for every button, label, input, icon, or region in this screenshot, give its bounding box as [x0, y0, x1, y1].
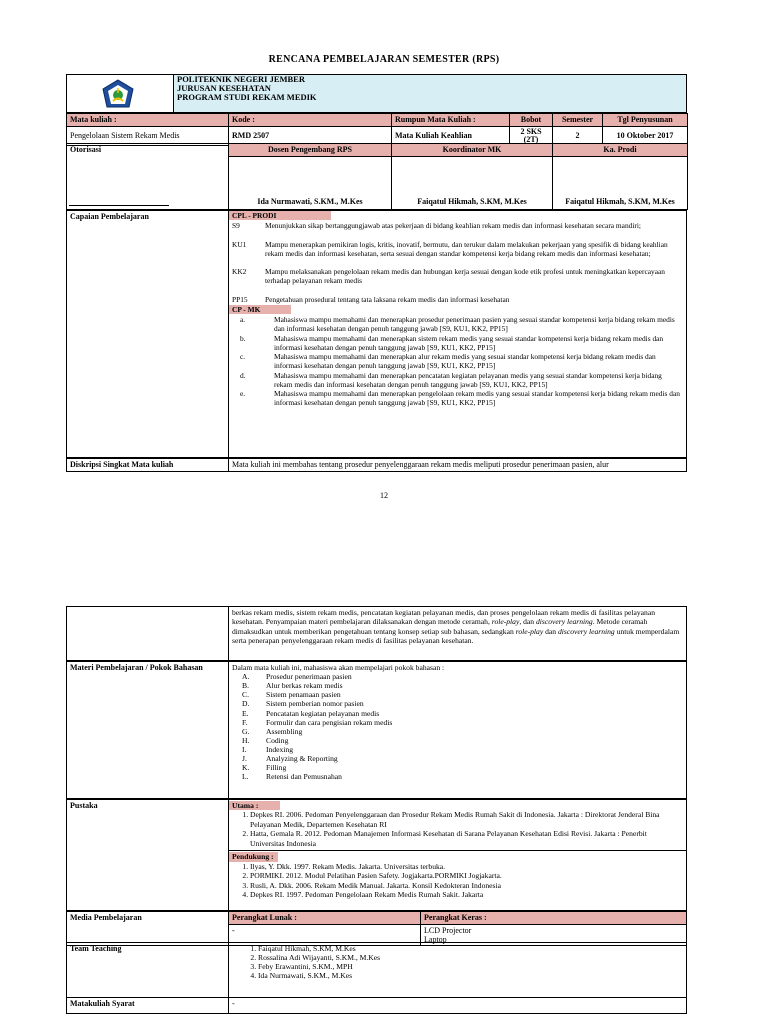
team-member: 2. Rossalina Adi Wijayanti, S.KM., M.Kes	[258, 953, 683, 962]
kaprodi-name: Faiqatul Hikmah, S.KM, M.Kes	[565, 197, 675, 207]
kaprodi-signature	[553, 156, 688, 209]
dosen-name: Ida Nurmawati, S.KM., M.Kes	[257, 197, 363, 207]
cpmk-item	[232, 371, 680, 390]
deskripsi-text-p1: Mata kuliah ini membahas tentang prosedur penyelenggaraan rekam medis meliputi prosedur penerimaan pasien, alur	[229, 459, 687, 472]
team-label: Team Teaching	[67, 943, 229, 998]
deskripsi-table-p1	[66, 458, 687, 472]
materi-item	[232, 699, 683, 708]
materi-text: Coding	[266, 735, 289, 745]
cpmk-text: Mahasiswa mampu memahami dan menerapkan sistem rekam medis yang sesuai standar kompetensi kerja bidang rekam medis dan informasi kesehatan dengan penuh tanggung jawab [S9, KU1, KK2, PP15]	[274, 333, 664, 352]
materi-text: Alur berkas rekam medis	[266, 681, 343, 691]
capaian-table	[66, 210, 687, 458]
kode-header: Kode :	[229, 114, 392, 127]
keras-header: Perangkat Keras :	[421, 912, 687, 925]
cpl-text: Mampu menerapkan pemikiran logis, kritis, inovatif, bermutu, dan terukur dalam melakukan pekerjaan yang spesifik di bidang keahlian rekam medis dan informasi kesehatan, serta sesuai dengan standar kompetensi kerja bidang rekam medis dan informasi kesehatan;	[265, 239, 668, 258]
cpl-code: KK2	[232, 267, 247, 276]
cpmk-text: Mahasiswa mampu memahami dan menerapkan prosedur penerimaan pasien yang sesuai standar kompetensi kerja bidang rekam medis dan informasi kesehatan dengan penuh tanggung jawab [S9, KU1, KK2, PP15]	[274, 315, 675, 334]
syarat-value: -	[229, 998, 687, 1014]
keras-item: Laptop	[424, 934, 447, 944]
course-date: 10 Oktober 2017	[603, 126, 688, 145]
page-number: 12	[380, 491, 388, 500]
materi-letter: A.	[242, 672, 250, 682]
pustaka-utama	[229, 800, 686, 850]
pendukung-ref: 2. PORMIKI. 2012. Modul Pelatihan Pasien Safety. Jogjakarta.PORMIKI Jogjakarta.	[250, 871, 683, 880]
materi-item	[232, 772, 683, 781]
institution-names	[174, 75, 687, 113]
materi-letter: J.	[242, 754, 247, 764]
materi-letter: K.	[242, 763, 250, 773]
course-semester: 2	[553, 126, 603, 145]
materi-text: Retensi dan Pemusnahan	[266, 772, 342, 782]
syarat-label: Matakuliah Syarat	[67, 998, 229, 1014]
pustaka-content	[229, 800, 687, 911]
otorisasi-label: Otorisasi	[67, 144, 229, 210]
cpl-item	[232, 240, 680, 259]
bobot-header: Bobot	[510, 114, 553, 127]
lunak-value: -	[229, 924, 421, 945]
pendukung-ref: 3. Rusli, A. Dkk. 2006. Rekam Medik Manual. Jakarta. Konsil Kedokteran Indonesia	[250, 881, 683, 890]
cpmk-item	[232, 352, 680, 371]
materi-text: Sistem pemberian nomor pasien	[266, 699, 364, 709]
pustaka-label: Pustaka	[67, 800, 229, 911]
materi-item	[232, 709, 683, 718]
roleplay-term: role-play	[491, 617, 520, 627]
institution-line-2: JURUSAN KESEHATAN	[177, 82, 271, 93]
pustaka-table	[66, 799, 687, 911]
utama-ref: 1. Depkes RI. 2006. Pedoman Penyelenggaraan dan Prosedur Rekam Medis Rumah Sakit di Indonesia. Jakarta : Direktorat Jenderal Bina Pelayanan Medik, Departemen Kesehatan RI	[250, 810, 683, 829]
cpl-code: S9	[232, 221, 240, 231]
logo-cell	[67, 75, 174, 113]
deskripsi-continuation: berkas rekam medis, sistem rekam medis, pencatatan kegiatan pelayanan medis, dan proses pengelolaan rekam medis di fasilitas pelayanan kesehatan. Penyampaian materi pembelajaran dilaksanakan dengan metode ceramah, role-play, dan discovery learning. Metode ceramah dimaksudkan untuk memberikan pengetahuan tentang konsep setiap sub bahasan, sedangkan role-play dan discovery learning untuk memperdalam serta penerapan penyelenggaraan rekam medis di fasilitas pelayanan kesehatan.	[229, 607, 687, 661]
course-info-table	[66, 113, 687, 143]
cpl-text: Menunjukkan sikap bertanggungjawab atas pekerjaan di bidang keahlian rekam medis dan informasi kesehatan secara mandiri;	[265, 221, 641, 231]
materi-content	[229, 662, 687, 799]
materi-text: Assembling	[266, 726, 303, 736]
materi-item	[232, 690, 683, 699]
course-bobot: 2 SKS (2T)	[510, 126, 553, 145]
cpmk-item	[232, 389, 680, 408]
materi-letter: L.	[242, 772, 249, 782]
team-table	[66, 942, 687, 1014]
utama-ref: 2. Hatta, Gemala R. 2012. Pedoman Manajemen Informasi Kesehatan di Sarana Pelayanan Kesehatan Edisi Revisi. Jakarta : Penerbit Universitas Indonesia	[250, 829, 683, 848]
cpmk-letter: e.	[240, 389, 246, 398]
cpmk-text: Mahasiswa mampu memahami dan menerapkan pencatatan kegiatan pelayanan medis yang sesuai standar kompetensi kerja bidang rekam medis dan informasi kesehatan dengan penuh tanggung jawab [S9, KU1, KK2, PP15]	[274, 370, 662, 389]
cpl-item	[232, 221, 680, 230]
institution-line-1: POLITEKNIK NEGERI JEMBER	[177, 74, 305, 84]
cpl-heading: CPL - PRODI	[229, 211, 331, 220]
cpmk-item	[232, 334, 680, 353]
deskripsi-label: Diskripsi Singkat Mata kuliah	[67, 459, 229, 472]
cpl-text: Pengetahuan prosedural tentang tata laksana rekam medis dan informasi kesehatan	[265, 294, 510, 304]
lunak-header: Perangkat Lunak :	[229, 912, 421, 925]
materi-item	[232, 736, 683, 745]
materi-item	[232, 745, 683, 754]
materi-letter: B.	[242, 681, 249, 691]
cpl-code: PP15	[232, 294, 248, 304]
course-name: Pengelolaan Sistem Rekam Medis	[67, 126, 229, 145]
materi-letter: I.	[242, 744, 247, 754]
dosen-header: Dosen Pengembang RPS	[229, 144, 392, 157]
team-member: 3. Feby Erawantini, S.KM., MPH	[258, 962, 683, 971]
cpl-code: KU1	[232, 239, 247, 249]
materi-letter: F.	[242, 717, 248, 727]
polije-logo-icon	[101, 79, 173, 110]
institution-header	[66, 74, 687, 113]
cpmk-letter: c.	[240, 352, 246, 361]
capaian-label: Capaian Pembelajaran	[67, 211, 229, 458]
pendukung-ref: 1. Ilyas, Y. Dkk. 1997. Rekam Medis. Jakarta. Universitas terbuka.	[250, 862, 683, 871]
cpl-text: Mampu melaksanakan pengelolaan rekam medis dan hubungan kerja sesuai dengan kode etik profesi untuk meningkatkan kepercayaan terhadap pelayanan rekam medis	[265, 267, 665, 286]
materi-letter: G.	[242, 726, 250, 736]
cpmk-letter: b.	[240, 333, 246, 343]
team-member: 4. Ida Nurmawati, S.KM., M.Kes	[258, 971, 683, 980]
team-member: 1. Faiqatul Hikmah, S.KM, M.Kes	[258, 944, 683, 953]
materi-text: Prosedur penerimaan pasien	[266, 672, 352, 682]
materi-label: Materi Pembelajaran / Pokok Bahasan	[67, 662, 229, 799]
materi-intro: Dalam mata kuliah ini, mahasiswa akan mempelajari pokok bahasan :	[232, 663, 445, 672]
media-label: Media Pembelajaran	[67, 912, 229, 946]
koordinator-header: Koordinator MK	[392, 144, 553, 157]
cpmk-text: Mahasiswa mampu memahami dan menerapkan alur rekam medis yang sesuai standar kompetensi kerja bidang rekam medis dan informasi kesehatan dengan penuh tanggung jawab [S9, KU1, KK2, PP15]	[274, 352, 656, 371]
signature-line	[69, 205, 169, 206]
materi-text: Sistem penamaan pasien	[266, 690, 341, 700]
semester-header: Semester	[553, 114, 603, 127]
materi-item	[232, 681, 683, 690]
materi-item	[232, 754, 683, 763]
materi-item	[232, 672, 683, 681]
dosen-signature	[229, 156, 392, 209]
materi-item	[232, 763, 683, 772]
deskripsi-label-empty	[67, 607, 229, 661]
materi-table	[66, 661, 687, 799]
materi-item	[232, 727, 683, 736]
mata-kuliah-header: Mata kuliah :	[67, 114, 229, 127]
discovery-term: discovery learning	[536, 617, 593, 627]
materi-text: Pencatatan kegiatan pelayanan medis	[266, 708, 380, 718]
institution-line-3: PROGRAM STUDI REKAM MEDIK	[177, 91, 317, 102]
cpmk-item	[232, 315, 680, 334]
materi-text: Analyzing & Reporting	[266, 754, 338, 764]
materi-letter: H.	[242, 735, 250, 745]
pendukung-label: Pendukung :	[229, 852, 278, 861]
media-table	[66, 911, 687, 942]
tgl-header: Tgl Penyusunan	[603, 114, 688, 127]
course-rumpun: Mata Kuliah Keahlian	[392, 126, 510, 145]
rumpun-header: Rumpun Mata Kuliah :	[392, 114, 510, 127]
cpmk-letter: d.	[240, 370, 246, 380]
materi-text: Formulir dan cara pengisian rekam medis	[266, 717, 393, 727]
pustaka-pendukung	[229, 850, 686, 900]
utama-label: Utama :	[229, 801, 280, 810]
cpl-item	[232, 295, 680, 304]
materi-text: Indexing	[266, 744, 293, 754]
materi-list	[232, 672, 683, 781]
materi-item	[232, 718, 683, 727]
keras-item: LCD Projector	[424, 925, 472, 935]
materi-letter: D.	[242, 699, 250, 709]
course-code: RMD 2507	[229, 126, 392, 145]
materi-letter: E.	[242, 708, 249, 718]
cpl-item	[232, 267, 680, 286]
document-title: RENCANA PEMBELAJARAN SEMESTER (RPS)	[268, 54, 500, 65]
team-content	[229, 943, 687, 998]
cpmk-heading: CP - MK	[229, 305, 291, 314]
cpmk-letter: a.	[240, 315, 246, 324]
cpmk-text: Mahasiswa mampu memahami dan menerapkan pengelolaan rekam medis yang sesuai standar kompetensi kerja bidang rekam medis dan informasi kesehatan dengan penuh tanggung jawab [S9, KU1, KK2, PP15]	[274, 389, 680, 408]
koordinator-name: Faiqatul Hikmah, S.KM, M.Kes	[417, 197, 527, 207]
materi-text: Filling	[266, 763, 287, 773]
kaprodi-header: Ka. Prodi	[553, 144, 688, 157]
otorisasi-table	[66, 143, 687, 210]
capaian-content	[229, 211, 687, 458]
pendukung-ref: 4. Depkes RI. 1997. Pedoman Pengelolaan Rekam Medis Rumah Sakit. Jakarta	[250, 890, 683, 899]
materi-letter: C.	[242, 690, 249, 700]
deskripsi-table-p2	[66, 606, 687, 661]
koordinator-signature	[392, 156, 553, 209]
